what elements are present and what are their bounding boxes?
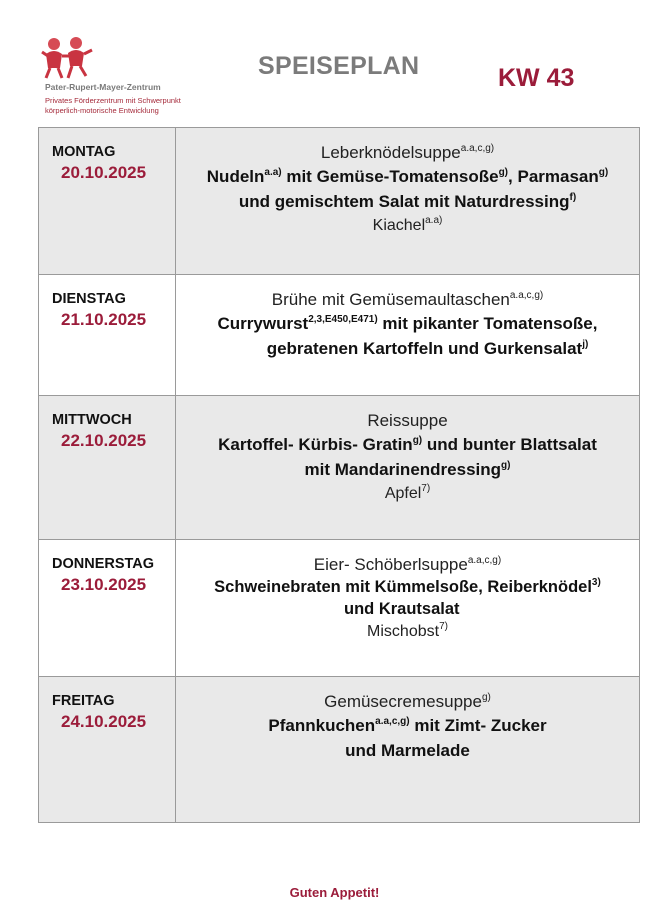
page-title: SPEISEPLAN [258, 52, 420, 80]
day-name: MONTAG [52, 144, 116, 160]
soup-text: Eier- Schöberlsuppe [313, 555, 468, 574]
allergen-sup: g) [412, 435, 423, 446]
main-text: mit Mandarinendressing [304, 460, 502, 479]
soup-line [176, 553, 639, 576]
dessert-line [176, 620, 639, 643]
main-dish-line [176, 713, 639, 738]
main-text: , Parmasan [508, 167, 599, 186]
day-date: 22.10.2025 [61, 431, 147, 450]
day-name: DIENSTAG [52, 291, 126, 307]
day-cell [39, 540, 176, 676]
soup-text: Gemüsecremesuppe [324, 692, 482, 711]
main-text: und Krautsalat [344, 600, 460, 618]
allergen-sup: g) [501, 460, 511, 471]
main-dish-line [176, 738, 639, 763]
main-text: mit Gemüse-Tomatensoße [281, 167, 499, 186]
allergen-sup: f) [569, 192, 577, 203]
soup-text: Brühe mit Gemüsemaultaschen [271, 290, 510, 309]
main-text: gebratenen Kartoffeln und Gurkensalat [266, 339, 583, 358]
soup-line [176, 288, 639, 311]
allergen-sup: a.a) [425, 215, 443, 226]
allergen-sup: a.a,c,g) [509, 290, 544, 301]
main-dish-line [176, 457, 639, 482]
main-text: Kartoffel- Kürbis- Gratin [218, 435, 413, 454]
allergen-sup: 7) [421, 483, 431, 494]
main-dish-line [176, 336, 639, 361]
main-text: und bunter Blattsalat [422, 435, 597, 454]
menu-cell [176, 275, 639, 395]
org-name: Pater-Rupert-Mayer-Zentrum [45, 82, 161, 92]
dessert-text: Kiachel [372, 217, 426, 234]
day-cell [39, 128, 176, 274]
main-text: mit Zimt- Zucker [409, 716, 547, 735]
org-subtitle-line1: Privates Förderzentrum mit Schwerpunkt [45, 96, 181, 105]
org-logo [40, 36, 210, 115]
soup-text: Leberknödelsuppe [320, 143, 461, 162]
day-date: 21.10.2025 [61, 310, 147, 329]
allergen-sup: 7) [439, 621, 448, 632]
allergen-sup: a.a,c,g) [375, 716, 410, 727]
menu-row-monday [39, 128, 639, 275]
main-dish-line [176, 432, 639, 457]
day-date: 23.10.2025 [61, 575, 147, 594]
day-cell [39, 396, 176, 539]
allergen-sup: j) [582, 339, 589, 350]
main-text: mit pikanter Tomatensoße, [377, 314, 598, 333]
dessert-line [176, 214, 639, 237]
allergen-sup: 2,3,E450,E471) [308, 314, 378, 325]
org-subtitle-line2: körperlich-motorische Entwicklung [45, 106, 159, 115]
menu-row-friday [39, 677, 639, 822]
main-dish-line [176, 598, 639, 620]
menu-cell [176, 540, 639, 676]
main-dish-line [176, 164, 639, 189]
day-name: FREITAG [52, 693, 115, 709]
main-dish-line [176, 576, 639, 598]
main-text: und Marmelade [345, 741, 470, 760]
main-text: Currywurst [217, 314, 309, 333]
menu-table [38, 127, 640, 823]
soup-text: Reissuppe [367, 411, 448, 430]
main-text: Nudeln [206, 167, 265, 186]
allergen-sup: g) [498, 167, 509, 178]
main-dish-line [176, 311, 639, 336]
week-number: KW 43 [498, 64, 575, 92]
day-cell [39, 275, 176, 395]
menu-row-thursday [39, 540, 639, 677]
dessert-text: Mischobst [367, 623, 440, 640]
menu-cell [176, 396, 639, 539]
allergen-sup: a.a,c,g) [467, 555, 502, 566]
allergen-sup: g) [598, 167, 609, 178]
main-text: Schweinebraten mit Kümmelsoße, Reiberknödel [214, 578, 592, 596]
menu-row-wednesday [39, 396, 639, 540]
children-logo-icon [40, 36, 100, 80]
menu-cell [176, 677, 639, 822]
day-date: 20.10.2025 [61, 163, 147, 182]
org-subtitle [45, 96, 181, 116]
menu-row-tuesday [39, 275, 639, 396]
main-dish-line [176, 189, 639, 214]
closing-text: Guten Appetit! [289, 885, 380, 900]
soup-line [176, 409, 639, 432]
soup-line [176, 141, 639, 164]
main-text: und gemischtem Salat mit Naturdressing [238, 192, 570, 211]
day-name: MITTWOCH [52, 412, 132, 428]
menu-cell [176, 128, 639, 274]
allergen-sup: a.a,c,g) [460, 143, 495, 154]
allergen-sup: 3) [591, 577, 601, 588]
allergen-sup: g) [481, 692, 491, 703]
soup-line [176, 690, 639, 713]
dessert-text: Apfel [384, 485, 422, 502]
dessert-line [176, 482, 639, 505]
allergen-sup: a.a) [264, 167, 282, 178]
main-text: Pfannkuchen [268, 716, 376, 735]
day-date: 24.10.2025 [61, 712, 147, 731]
day-cell [39, 677, 176, 822]
day-name: DONNERSTAG [52, 556, 155, 572]
